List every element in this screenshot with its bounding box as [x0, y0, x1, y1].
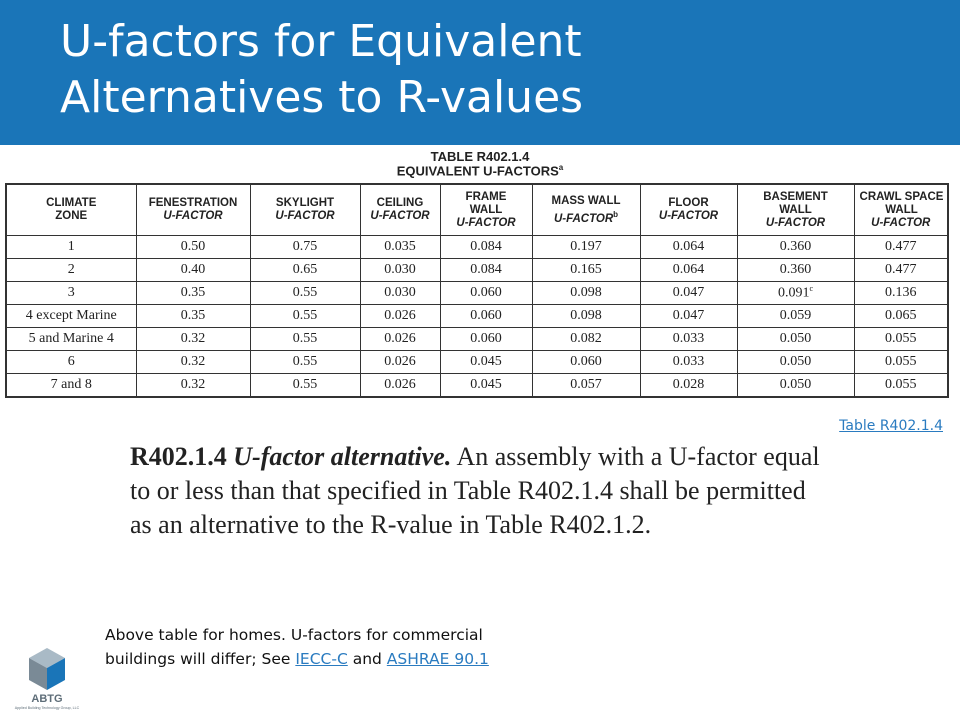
header-floor: FLOOR U-FACTOR — [640, 184, 737, 236]
title-line-1: U-factors for Equivalent — [60, 16, 582, 67]
table-body — [6, 236, 948, 398]
climate-zone-cell: 3 — [6, 282, 136, 305]
table-row — [6, 351, 948, 374]
u-factor-cell: 0.35 — [136, 282, 250, 305]
u-factor-cell: 0.060 — [440, 305, 532, 328]
u-factor-cell: 0.033 — [640, 328, 737, 351]
table-row — [6, 305, 948, 328]
u-factor-cell: 0.060 — [440, 282, 532, 305]
u-factor-cell: 0.75 — [250, 236, 360, 259]
header-frame-wall: FRAME WALL U-FACTOR — [440, 184, 532, 236]
u-factor-cell: 0.026 — [360, 351, 440, 374]
header-basement-wall: BASEMENT WALL U-FACTOR — [737, 184, 854, 236]
climate-zone-cell: 5 and Marine 4 — [6, 328, 136, 351]
table-row — [6, 282, 948, 305]
u-factor-cell: 0.136 — [854, 282, 948, 305]
table-caption-footnote: a — [558, 163, 564, 172]
u-factor-cell: 0.059 — [737, 305, 854, 328]
u-factor-cell: 0.55 — [250, 374, 360, 398]
header-ceiling: CEILING U-FACTOR — [360, 184, 440, 236]
u-factor-cell: 0.65 — [250, 259, 360, 282]
header-mass-wall: MASS WALL U-FACTOR$^b$ — [532, 184, 640, 236]
u-factor-cell: 0.050 — [737, 328, 854, 351]
header-climate-zone: CLIMATE ZONE — [6, 184, 136, 236]
u-factor-cell: 0.477 — [854, 236, 948, 259]
u-factor-cell: 0.050 — [737, 374, 854, 398]
u-factor-table — [5, 183, 949, 398]
u-factor-cell: 0.32 — [136, 328, 250, 351]
excerpt-label: R402.1.4 — [130, 442, 227, 471]
slide-title — [60, 14, 583, 126]
u-factor-cell: 0.060 — [532, 351, 640, 374]
note-line-2: buildings will differ; See IECC-C and ASHRAE 90.1 — [105, 650, 489, 668]
u-factor-cell: 0.045 — [440, 351, 532, 374]
table-caption-title — [0, 163, 960, 178]
table-r402-link[interactable]: Table R402.1.4 — [839, 418, 943, 434]
table-header-row — [6, 184, 948, 236]
u-factor-cell: 0.098 — [532, 305, 640, 328]
u-factor-cell: 0.082 — [532, 328, 640, 351]
climate-zone-cell: 2 — [6, 259, 136, 282]
u-factor-cell: 0.030 — [360, 282, 440, 305]
u-factor-cell: 0.55 — [250, 351, 360, 374]
u-factor-cell: 0.165 — [532, 259, 640, 282]
u-factor-cell: 0.35 — [136, 305, 250, 328]
u-factor-cell: 0.55 — [250, 305, 360, 328]
table-caption-number: TABLE R402.1.4 — [430, 149, 530, 164]
u-factor-cell: 0.055 — [854, 374, 948, 398]
u-factor-cell: 0.40 — [136, 259, 250, 282]
climate-zone-cell: 6 — [6, 351, 136, 374]
logo-wordmark: ABTG — [31, 693, 63, 705]
u-factor-cell: 0.064 — [640, 259, 737, 282]
u-factor-cell: 0.035 — [360, 236, 440, 259]
abtg-logo — [3, 646, 91, 716]
u-factor-cell: 0.047 — [640, 305, 737, 328]
u-factor-cell: 0.32 — [136, 374, 250, 398]
u-factor-cell: 0.055 — [854, 351, 948, 374]
climate-zone-cell: 1 — [6, 236, 136, 259]
u-factor-cell: 0.064 — [640, 236, 737, 259]
u-factor-cell: 0.360 — [737, 236, 854, 259]
logo-tagline: Applied Building Technology Group, LLC — [14, 706, 80, 710]
u-factor-cell: 0.028 — [640, 374, 737, 398]
table-caption-text: EQUIVALENT U-FACTORS — [396, 163, 559, 179]
u-factor-cell: 0.32 — [136, 351, 250, 374]
u-factor-cell: 0.050 — [737, 351, 854, 374]
u-factor-cell: 0.045 — [440, 374, 532, 398]
title-banner — [0, 0, 960, 145]
u-factor-cell: 0.057 — [532, 374, 640, 398]
u-factor-cell: 0.084 — [440, 259, 532, 282]
header-crawl-space-wall: CRAWL SPACE WALL U-FACTOR — [854, 184, 948, 236]
header-fenestration: FENESTRATION U-FACTOR — [136, 184, 250, 236]
climate-zone-cell: 7 and 8 — [6, 374, 136, 398]
note-line-1: Above table for homes. U-factors for commercial — [105, 626, 483, 644]
table-row — [6, 259, 948, 282]
u-factor-cell: 0.477 — [854, 259, 948, 282]
code-excerpt — [130, 440, 830, 542]
u-factor-cell: 0.50 — [136, 236, 250, 259]
excerpt-text: An assembly with a U-factor equal to or less than that specified in Table R402.1.4 shall be permitted as an alternative to the R-value in Table R402.1.2. — [130, 442, 820, 539]
header-skylight: SKYLIGHT U-FACTOR — [250, 184, 360, 236]
table-row — [6, 236, 948, 259]
u-factor-cell: 0.026 — [360, 328, 440, 351]
u-factor-cell: 0.026 — [360, 374, 440, 398]
u-factor-cell: 0.047 — [640, 282, 737, 305]
u-factor-cell: 0.55 — [250, 328, 360, 351]
u-factor-cell: 0.060 — [440, 328, 532, 351]
table-row — [6, 374, 948, 398]
u-factor-cell: 0.091$^c$ — [737, 282, 854, 305]
u-factor-cell: 0.084 — [440, 236, 532, 259]
u-factor-cell: 0.55 — [250, 282, 360, 305]
ashrae-link[interactable]: ASHRAE 90.1 — [386, 650, 489, 668]
u-factor-cell: 0.030 — [360, 259, 440, 282]
u-factor-cell: 0.197 — [532, 236, 640, 259]
climate-zone-cell: 4 except Marine — [6, 305, 136, 328]
commercial-note — [105, 623, 665, 671]
u-factor-cell: 0.098 — [532, 282, 640, 305]
u-factor-cell: 0.360 — [737, 259, 854, 282]
title-line-2: Alternatives to R-values — [60, 72, 584, 123]
excerpt-heading: U-factor alternative. — [233, 442, 452, 471]
u-factor-cell: 0.065 — [854, 305, 948, 328]
u-factor-cell: 0.055 — [854, 328, 948, 351]
iecc-c-link[interactable]: IECC-C — [295, 650, 348, 668]
table-row — [6, 328, 948, 351]
u-factor-cell: 0.033 — [640, 351, 737, 374]
u-factor-cell: 0.026 — [360, 305, 440, 328]
